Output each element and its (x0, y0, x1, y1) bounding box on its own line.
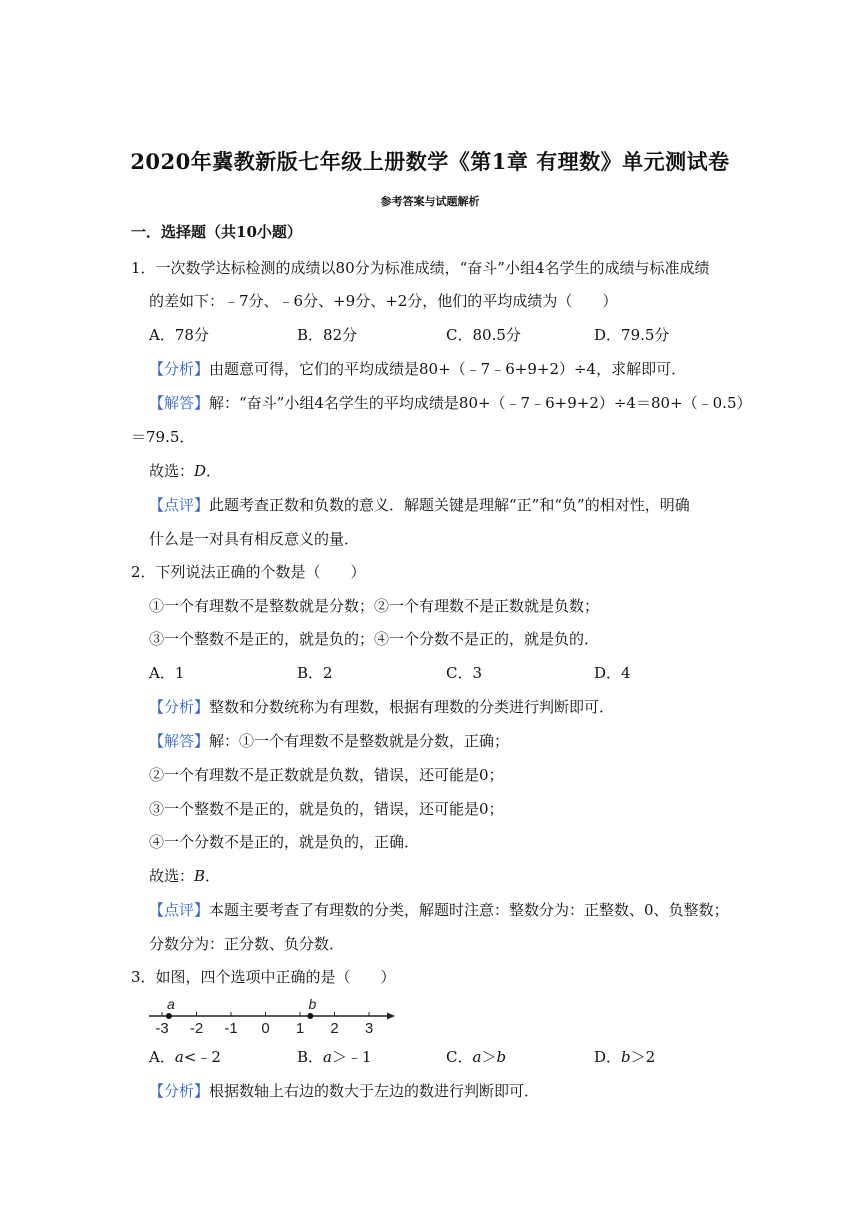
q2-choice (149, 866, 220, 886)
q2-comment-text: 本题主要考查了有理数的分类，解题时注意：整数分为：正整数、0、负整数； (209, 901, 729, 919)
point-b (307, 1013, 313, 1019)
solution-tag: 【解答】 (149, 732, 210, 750)
q2-statement-line1: ①一个有理数不是整数就是分数；②一个有理数不是正数就是负数； (149, 597, 600, 615)
q2-choice-prefix: 故选： (149, 867, 195, 885)
q1-analysis (149, 359, 686, 379)
q1-solution-line1 (149, 393, 752, 413)
q3-option-c-var: a (472, 1048, 482, 1066)
q1-comment-text: 此题考查正数和负数的意义．解题关键是理解“正”和“负”的相对性，明确 (209, 496, 690, 514)
q2-solution-text: 解：①一个有理数不是整数就是分数，正确； (209, 732, 510, 750)
number-line-tick-label: 3 (364, 1020, 374, 1037)
q3-analysis (149, 1081, 539, 1101)
q1-option-b: B．82分 (297, 326, 358, 344)
section-heading: 一．选择题（共10小题） (131, 223, 302, 241)
q2-option-c: C．3 (446, 664, 483, 682)
q3-option-b-var: a (323, 1048, 332, 1066)
point-b-label: b (308, 996, 317, 1012)
number-line-tick-label: -2 (189, 1020, 204, 1037)
q1-option-d: D．79.5分 (594, 326, 670, 344)
q2-solution-line1 (149, 731, 509, 751)
page-title: 2020年冀教新版七年级上册数学《第1章 有理数》单元测试卷 (130, 149, 730, 174)
q2-option-b: B．2 (297, 664, 333, 682)
q1-stem-line1: 1．一次数学达标检测的成绩以80分为标准成绩，“奋斗”小组4名学生的成绩与标准成绩 (131, 259, 710, 277)
q2-comment-line2: 分数分为：正分数、负分数． (149, 935, 345, 953)
q1-comment-line1 (149, 495, 690, 515)
q2-comment-line1 (149, 900, 729, 920)
point-a-label: a (167, 996, 175, 1012)
q3-option-d-prefix: D． (594, 1048, 622, 1066)
q3-option-c-rest: ＞ (481, 1048, 497, 1066)
q2-analysis (149, 697, 614, 717)
point-a (166, 1013, 172, 1019)
number-line-tick-label: 0 (261, 1020, 270, 1037)
q3-option-d-rest: ＞2 (630, 1048, 656, 1066)
q3-stem: 3．如图，四个选项中正确的是（ ） (131, 968, 396, 986)
q2-solution-line4: ④一个分数不是正的，就是负的，正确． (149, 833, 420, 851)
q2-choice-letter: B (194, 867, 206, 885)
q3-option-b-rest: ＞﹣1 (331, 1048, 372, 1066)
q2-option-a: A．1 (149, 664, 185, 682)
q3-option-a-var: a (174, 1048, 184, 1066)
q1-option-c: C．80.5分 (446, 326, 521, 344)
q2-choice-suffix: ． (205, 867, 221, 885)
q2-solution-line3: ③一个整数不是正的，就是负的，错误，还可能是0； (149, 800, 504, 818)
q2-analysis-text: 整数和分数统称为有理数，根据有理数的分类进行判断即可． (209, 698, 615, 716)
q2-solution-line2: ②一个有理数不是正数就是负数，错误，还可能是0； (149, 766, 504, 784)
number-line-tick-label: -1 (224, 1020, 238, 1037)
analysis-tag: 【分析】 (149, 360, 210, 378)
q1-choice-letter: D (194, 462, 207, 480)
q1-stem-line2: 的差如下：﹣7分、﹣6分、+9分、+2分，他们的平均成绩为（ ） (149, 292, 618, 310)
q1-choice-prefix: 故选： (149, 462, 195, 480)
q2-option-d: D．4 (594, 664, 631, 682)
q3-option-b (297, 1047, 372, 1067)
solution-tag: 【解答】 (149, 394, 210, 412)
q3-option-b-prefix: B． (297, 1048, 324, 1066)
q2-statement-line2: ③一个整数不是正的，就是负的；④一个分数不是正的，就是负的． (149, 630, 600, 648)
q3-option-a-rest: <﹣2 (183, 1048, 221, 1066)
q3-option-a-prefix: A． (149, 1048, 175, 1066)
number-line-tick-label: 2 (330, 1020, 339, 1037)
analysis-tag: 【分析】 (149, 1082, 210, 1100)
comment-tag: 【点评】 (149, 496, 210, 514)
q3-option-a (149, 1047, 221, 1067)
q3-option-c-prefix: C． (446, 1048, 473, 1066)
q3-option-c-var2: b (496, 1048, 507, 1066)
number-line-tick-label: 1 (295, 1020, 305, 1037)
number-line-figure (147, 996, 397, 1038)
q3-option-c (446, 1047, 506, 1067)
comment-tag: 【点评】 (149, 901, 210, 919)
q1-choice (149, 461, 221, 481)
analysis-tag: 【分析】 (149, 698, 210, 716)
q3-analysis-text: 根据数轴上右边的数大于左边的数进行判断即可． (209, 1082, 540, 1100)
q1-analysis-text: 由题意可得，它们的平均成绩是80+（﹣7﹣6+9+2）÷4，求解即可． (209, 360, 687, 378)
q1-choice-suffix: ． (206, 462, 222, 480)
q1-option-a: A．78分 (149, 326, 209, 344)
arrow-right-icon (387, 1013, 395, 1020)
q3-option-d-var: b (621, 1048, 631, 1066)
number-line-tick-label: -3 (155, 1020, 169, 1037)
q1-comment-line2: 什么是一对具有相反意义的量． (149, 530, 360, 548)
q1-solution-text: 解：“奋斗”小组4名学生的平均成绩是80+（﹣7﹣6+9+2）÷4＝80+（﹣0.5） (209, 394, 752, 412)
q1-solution-line2: ＝79.5． (131, 428, 195, 446)
page-subtitle: 参考答案与试题解析 (380, 195, 480, 208)
q3-option-d (594, 1047, 655, 1067)
q2-stem: 2．下列说法正确的个数是（ ） (131, 563, 366, 581)
